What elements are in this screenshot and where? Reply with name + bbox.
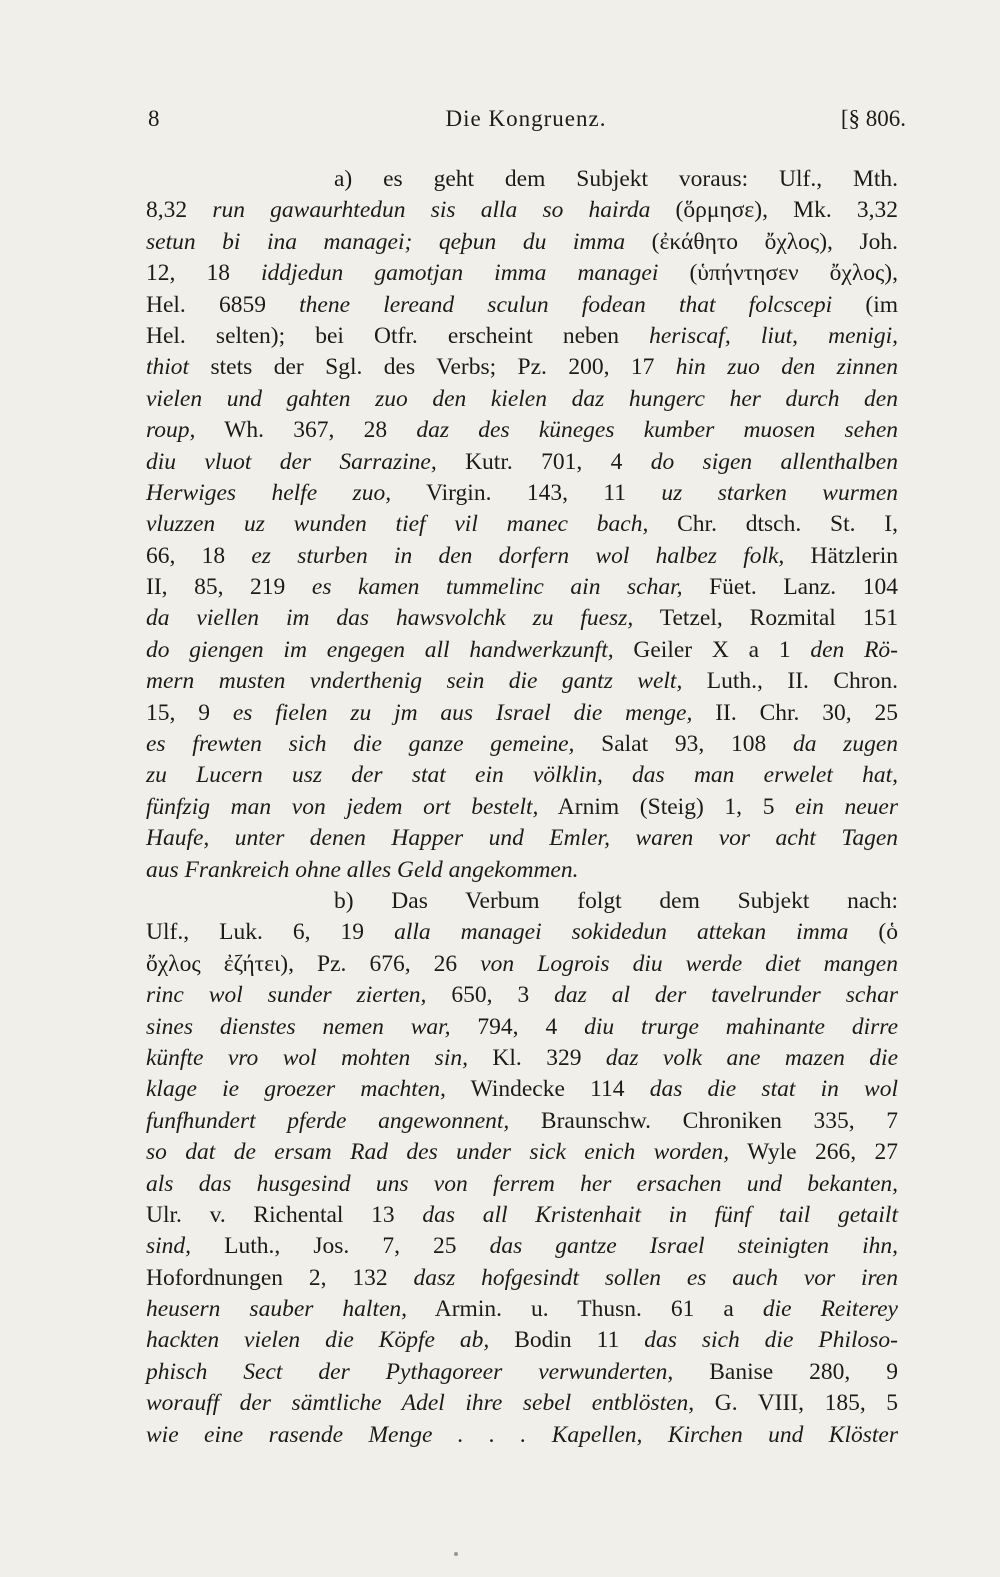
text-segment: Braunschw. Chroniken 335, 7: [509, 1107, 898, 1134]
text-line: [146, 823, 898, 854]
text-line: [146, 321, 898, 352]
text-line: [146, 1231, 898, 1262]
text-segment: II, 85, 219: [146, 574, 312, 601]
text-segment: 794, 4: [450, 1013, 585, 1040]
text-line: [146, 886, 898, 917]
text-segment: Virgin. 143, 11: [391, 479, 662, 506]
text-segment: Windecke 114: [445, 1076, 650, 1103]
italic-citation: klage ie groezer machten,: [146, 1076, 446, 1103]
text-line: [146, 980, 898, 1011]
italic-citation: diu vluot der Sarrazine,: [146, 448, 437, 475]
text-segment: 8,32: [146, 197, 213, 224]
text-line: [146, 949, 898, 980]
italic-citation: dasz hofgesindt sollen es auch vor iren: [413, 1264, 898, 1291]
italic-citation: phisch Sect der Pythagoreer verwunderten,: [146, 1358, 674, 1385]
text-line: [146, 290, 898, 321]
italic-citation: mern musten vnderthenig sein die gantz welt,: [146, 668, 683, 695]
text-line: [146, 258, 898, 289]
text-segment: Arnim (Steig) 1, 5: [538, 793, 796, 820]
text-line: [146, 509, 898, 540]
text-line: [146, 1263, 898, 1294]
text-line: [146, 1169, 898, 1200]
text-line: [146, 164, 898, 195]
italic-citation: da viellen im das hawsvolchk zu fuesz,: [146, 605, 634, 632]
text-line: [146, 1325, 898, 1356]
text-segment: 15, 9: [146, 699, 233, 726]
italic-citation: do sigen allenthalben: [650, 448, 898, 475]
text-line: [146, 1106, 898, 1137]
text-segment: (im: [832, 291, 899, 318]
text-segment: Chr. dtsch. St. I,: [648, 511, 899, 538]
section-mark: [§ 806.: [840, 106, 906, 131]
text-segment: b) Das Verbum folgt dem Subjekt nach:: [334, 887, 898, 914]
page-mark: [454, 1552, 458, 1556]
text-line: [146, 855, 898, 886]
italic-citation: das gantze Israel steinigten ihn,: [489, 1233, 898, 1260]
text-line: [146, 541, 898, 572]
italic-citation: da zugen: [792, 731, 899, 758]
text-segment: Hel. selten); bei Otfr. erscheint neben: [146, 322, 650, 349]
text-segment: Salat 93, 108: [574, 731, 793, 758]
text-segment: 12, 18: [146, 260, 262, 287]
text-segment: Kl. 329: [467, 1044, 606, 1071]
text-line: [146, 698, 898, 729]
italic-citation: hin zuo den zinnen: [675, 354, 898, 381]
text-segment: Hel. 6859: [146, 291, 300, 318]
italic-citation: aus Frankreich ohne alles Geld angekommen.: [146, 856, 579, 883]
italic-citation: do giengen im engegen all handwerkzunft,: [146, 636, 614, 663]
text-line: [146, 1012, 898, 1043]
italic-citation: den Rö-: [810, 636, 898, 663]
text-segment: (ἐκάθητο ὄχλος), Joh.: [625, 228, 899, 255]
body-text: [146, 164, 898, 1451]
italic-citation: daz des küneges kumber muosen sehen: [416, 417, 899, 444]
italic-citation: heusern sauber halten,: [146, 1296, 408, 1323]
text-segment: G. VIII, 185, 5: [694, 1390, 898, 1417]
italic-citation: worauff der sämtliche Adel ihre sebel entblösten,: [146, 1390, 695, 1417]
text-segment: ὄχλος ἐζήτει), Pz. 676, 26: [146, 950, 481, 977]
text-segment: Hofordnungen 2, 132: [146, 1264, 414, 1291]
text-segment: Armin. u. Thusn. 61 a: [407, 1296, 763, 1323]
text-line: [146, 478, 898, 509]
italic-citation: von Logrois diu werde diet mangen: [480, 950, 898, 977]
text-line: [146, 1043, 898, 1074]
text-segment: Hätzlerin: [784, 542, 898, 569]
italic-citation: sines dienstes nemen war,: [146, 1013, 451, 1040]
page-number: 8: [148, 106, 160, 131]
italic-citation: Haufe, unter denen Happer und Emler, waren vor acht Tagen: [146, 825, 898, 852]
text-line: [146, 760, 898, 791]
text-line: [146, 792, 898, 823]
italic-citation: vielen und gahten zuo den kielen daz hungerc her durch den: [146, 385, 898, 412]
text-line: [146, 1074, 898, 1105]
italic-citation: daz al der tavelrunder schar: [554, 982, 898, 1009]
text-line: [146, 1137, 898, 1168]
text-line: [146, 447, 898, 478]
italic-citation: ez sturben in den dorfern wol halbez folk,: [251, 542, 785, 569]
text-line: [146, 1388, 898, 1419]
italic-citation: uz starken wurmen: [661, 479, 899, 506]
italic-citation: daz volk ane mazen die: [605, 1044, 898, 1071]
italic-citation: es fielen zu jm aus Israel die menge,: [232, 699, 693, 726]
italic-citation: künfte vro wol mohten sin,: [146, 1044, 468, 1071]
italic-citation: roup,: [146, 417, 196, 444]
text-segment: Kutr. 701, 4: [436, 448, 651, 475]
text-line: [146, 1294, 898, 1325]
text-segment: Wyle 266, 27: [729, 1139, 898, 1166]
italic-citation: alla managei sokidedun attekan imma: [394, 919, 849, 946]
text-line: [146, 415, 898, 446]
italic-citation: rinc wol sunder zierten,: [146, 982, 427, 1009]
italic-citation: es kamen tummelinc ain schar,: [311, 574, 683, 601]
text-segment: Wh. 367, 28: [195, 417, 417, 444]
italic-citation: diu trurge mahinante dirre: [584, 1013, 898, 1040]
text-segment: stets der Sgl. des Verbs; Pz. 200, 17: [189, 354, 676, 381]
italic-citation: thene lereand sculun fodean that folcscepi: [299, 291, 833, 318]
text-segment: a) es geht dem Subjekt voraus: Ulf., Mth.: [334, 166, 898, 192]
text-line: [146, 666, 898, 697]
text-segment: Luth., II. Chron.: [682, 668, 898, 695]
text-line: [146, 384, 898, 415]
text-segment: Füet. Lanz. 104: [682, 574, 898, 601]
text-line: [146, 635, 898, 666]
text-segment: Bodin 11: [489, 1327, 645, 1354]
text-segment: Ulf., Luk. 6, 19: [146, 919, 395, 946]
text-segment: 650, 3: [426, 982, 555, 1009]
text-line: [146, 1420, 898, 1451]
italic-citation: setun bi ina managei; qeþun du imma: [146, 228, 626, 255]
italic-citation: das die stat in wol: [649, 1076, 898, 1103]
italic-citation: iddjedun gamotjan imma managei: [261, 260, 659, 287]
text-segment: Ulr. v. Richental 13: [146, 1201, 423, 1228]
text-segment: II. Chr. 30, 25: [692, 699, 899, 726]
italic-citation: die Reiterey: [762, 1296, 898, 1323]
text-line: [146, 917, 898, 948]
italic-citation: sind,: [146, 1233, 192, 1260]
italic-citation: Herwiges helfe zuo,: [146, 479, 392, 506]
text-line: [146, 729, 898, 760]
italic-citation: als das husgesind uns von ferrem her ersachen und bekanten,: [146, 1170, 898, 1197]
text-segment: Geiler X a 1: [613, 636, 811, 663]
text-line: [146, 1357, 898, 1388]
text-segment: (ὁ: [848, 919, 899, 946]
italic-citation: thiot: [146, 354, 190, 381]
running-title: Die Kongruenz.: [445, 106, 607, 131]
text-segment: Luth., Jos. 7, 25: [191, 1233, 490, 1260]
italic-citation: funfhundert pferde angewonnent,: [146, 1107, 510, 1134]
italic-citation: fünfzig man von jedem ort bestelt,: [146, 793, 539, 820]
text-segment: 66, 18: [146, 542, 252, 569]
text-line: [146, 572, 898, 603]
text-segment: Tetzel, Rozmital 151: [633, 605, 898, 632]
running-head: [146, 106, 906, 142]
text-segment: (ὅρμησε), Mk. 3,32: [650, 197, 899, 224]
italic-citation: es frewten sich die ganze gemeine,: [146, 731, 575, 758]
text-line: [146, 195, 898, 226]
italic-citation: hackten vielen die Köpfe ab,: [146, 1327, 490, 1354]
italic-citation: so dat de ersam Rad des under sick enich worden,: [146, 1139, 730, 1166]
italic-citation: vluzzen uz wunden tief vil manec bach,: [146, 511, 649, 538]
italic-citation: run gawaurhtedun sis alla so hairda: [212, 197, 651, 224]
text-line: [146, 603, 898, 634]
italic-citation: das all Kristenhait in fünf tail getailt: [422, 1201, 898, 1228]
text-line: [146, 352, 898, 383]
italic-citation: ein neuer: [795, 793, 898, 820]
text-segment: Banise 280, 9: [673, 1358, 898, 1385]
italic-citation: heriscaf, liut, menigi,: [649, 322, 898, 349]
text-segment: (ὑπήντησεν ὄχλος),: [658, 260, 899, 287]
italic-citation: zu Lucern usz der stat ein völklin, das man erwelet hat,: [146, 762, 898, 789]
italic-citation: wie eine rasende Menge . . . Kapellen, Kirchen und Klöster: [146, 1421, 898, 1448]
text-line: [146, 227, 898, 258]
italic-citation: das sich die Philoso-: [644, 1327, 898, 1354]
text-line: [146, 1200, 898, 1231]
